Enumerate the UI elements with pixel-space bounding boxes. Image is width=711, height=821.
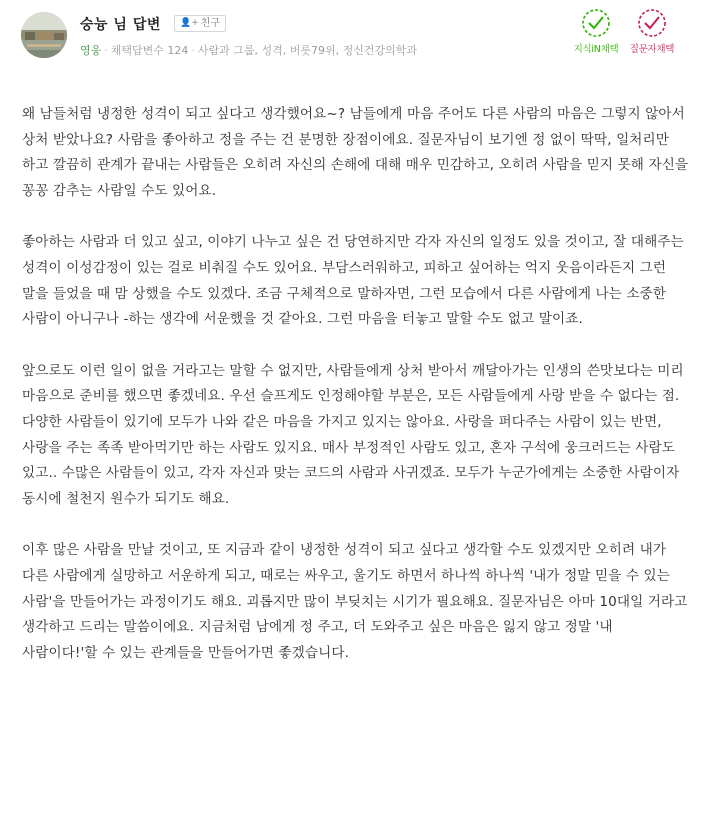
asker-adopted-badge bbox=[622, 8, 682, 55]
avatar[interactable] bbox=[21, 12, 67, 58]
meta-separator: · bbox=[191, 44, 195, 57]
expert-adopted-label: 지식iN채택 bbox=[573, 44, 619, 55]
person-plus-icon: 👤+ bbox=[180, 18, 199, 28]
answer-paragraph: 앞으로도 이런 일이 없을 거라고는 말할 수 없지만, 사람들에게 상처 받아서 깨달아가는 인생의 쓴맛보다는 미리 마음으로 준비를 했으면 좋겠네요. 우선 슬프게도 인정해야할 부분은, 모든 사람들에게 사랑 받을 수 없다는 점. 다양한 사람들이 있기에 모두가 나와 같은 마음을 가지고 있지는 않아요. 사랑을 퍼다주는 사람이 있는 반면, 사랑을 주는 족족 받아먹기만 하는 사람도 있지요. 매사 부정적인 사람도 있고, 혼자 구석에 웅크러드는 사람도 있고.. 수많은 사람들이 있고, 각자 자신과 맞는 코드의 사람과 사귀겠죠. 모두가 누군가에게는 소중한 사람이자 동시에 철천지 원수가 되기도 해요. bbox=[22, 362, 684, 507]
meta-separator: · bbox=[104, 44, 108, 57]
author-name[interactable]: 숭늉 님 답변 bbox=[80, 17, 161, 33]
answer-paragraph: 좋아하는 사람과 더 있고 싶고, 이야기 나누고 싶은 건 당연하지만 각자 자신의 일정도 있을 것이고, 잘 대해주는 성격이 이성감정이 있는 걸로 비춰질 수도 있어요. 부담스러워하고, 피하고 싶어하는 억지 웃음이라든지 그런 말을 들었을 때 맘 상했을 수도 있겠다. 조금 구체적으로 말하자면, 그런 모습에서 다른 사람에게 나는 소중한 사람이 아니구나 -하는 생각에 서운했을 것 같아요. 그런 마음을 터놓고 말할 수도 없고 말이죠. bbox=[22, 234, 684, 328]
expert-adopted-badge bbox=[566, 8, 626, 55]
author-grade[interactable]: 영웅 bbox=[80, 44, 102, 57]
asker-adopted-label: 질문자채택 bbox=[629, 44, 675, 55]
check-icon bbox=[637, 8, 667, 38]
answer-paragraph: 이후 많은 사람을 만날 것이고, 또 지금과 같이 냉정한 성격이 되고 싶다고 생각할 수도 있겠지만 오히려 내가 다른 사람에게 실망하고 서운하게 되고, 때로는 싸우고, 울기도 하면서 하나씩 하나씩 '내가 정말 믿을 수 있는 사람'을 만들어가는 과정이기도 해요. 괴롭지만 많이 부딪치는 시기가 필요해요. 질문자님은 아마 10대일 거라고 생각하고 드리는 말씀이에요. 지금처럼 남에게 정 주고, 더 도와주고 싶은 마음은 잃지 않고 정말 '내 사람이다!'할 수 있는 관계들을 만들어가면 좋겠습니다. bbox=[22, 542, 688, 661]
add-friend-label: 친구 bbox=[200, 18, 221, 29]
author-meta bbox=[80, 42, 417, 58]
answer-header bbox=[0, 0, 711, 72]
adopted-count: 채택답변수 124 bbox=[110, 44, 189, 57]
check-icon bbox=[581, 8, 611, 38]
author-ranking: 사람과 그룹, 성격, 버릇79위, 정신건강의학과 bbox=[197, 44, 418, 57]
answer-paragraph: 왜 남들처럼 냉정한 성격이 되고 싶다고 생각했어요~? 남들에게 마음 주어도 다른 사람의 마음은 그렇지 않아서 상처 받았나요? 사람을 좋아하고 정을 주는 건 분명한 장점이에요. 질문자님이 보기엔 정 없이 딱딱, 일처리만 하고 깔끔히 관계가 끝내는 사람들은 오히려 자신의 손해에 대해 매우 민감하고, 오히려 사람을 믿지 못해 자신을 꽁꽁 감추는 사람일 수도 있어요. bbox=[22, 106, 689, 199]
answer-body bbox=[22, 102, 692, 692]
add-friend-button[interactable] bbox=[174, 15, 226, 32]
avatar-image bbox=[21, 12, 67, 58]
